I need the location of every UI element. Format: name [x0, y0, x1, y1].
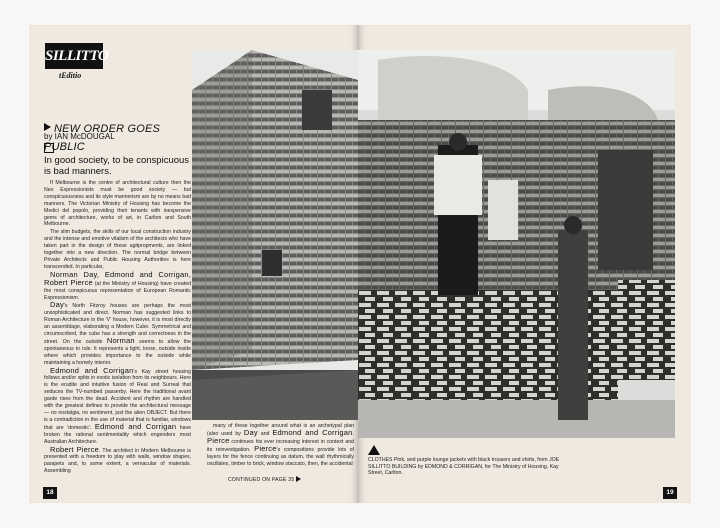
- logo-wordmark: SILLITTO: [45, 43, 103, 69]
- building-photo-left: [192, 50, 358, 420]
- paragraph: The slim budgets, the skills of our local construction industry and the intense and emotive vitalism of the architects who have taken part in the design of these agitpropments, are linked together into a new direction. The normal bridge between Private Architects and Public Housing Authorities is here transcended. In particular,: [44, 229, 191, 270]
- triangle-arrow-icon: [296, 476, 301, 482]
- photo-caption: CLOTHES Pink, and purple lounge jackets with black trousers and shirts, from JOE SILLITTO BUILDING by EDMOND & CORRIGAN, for The Ministry of Housing, Kay Street, Carlton.: [368, 457, 560, 477]
- building-photo-right-image: [358, 50, 675, 438]
- paragraph: Robert Pierce. The architect in Modern Melbourne is presented with a freedom to play with walls, window shapes, parapets and, to some extent, a vernacular of materials. Assembling: [44, 444, 191, 475]
- paragraph: many of these together around what is an archetypal plan (also used by Day and Edmond and Corrigan. Pierce continues his ever increasing interest in context and its reinvestigation. Pierce's compositions provide lots of layers for the fence continuing as datum, the wall rhythmically oscillates, timber to brick, window staccato, then, the accidental: [207, 423, 355, 467]
- left-page: [29, 25, 358, 503]
- article-byline: by IAN McDOUGAL: [44, 132, 115, 141]
- article-column-2: [207, 423, 354, 495]
- architect-name: Pierce: [207, 435, 230, 445]
- page-number-right: 19: [663, 487, 677, 499]
- article-lead: In good society, to be conspicuous is bad manners.: [44, 155, 190, 177]
- architect-name: Norman: [106, 335, 135, 345]
- architect-name: Edmond and Corrigan: [94, 421, 177, 431]
- page-number-left: 18: [43, 487, 57, 499]
- architect-name: Day: [243, 427, 258, 437]
- paragraph: If Melbourne is the centre of architectural culture then the Neo Expressionists must be good society — but conspicuousness and its style mannerism are by no means bad manners. The Victorian Ministry of Housing has become the Medici del popolo, providing their tenants with inexpensive gems of architecture, works of art, in Carlton and South Melbourne.: [44, 180, 191, 228]
- paragraph: Norman Day, Edmond and Corrigan, Robert Pierce (at the Ministry of Housing) have created the most conspicuous representation of European Romantic Expressionism.: [44, 269, 191, 301]
- logo-subtitle: tEditio: [59, 71, 82, 80]
- sillitto-logo: [45, 43, 109, 83]
- architect-name: Edmond and Corrigan: [50, 365, 134, 375]
- architect-name: Norman Day, Edmond and Corrigan, Robert Pierce: [44, 269, 191, 287]
- architect-name: Pierce: [254, 443, 277, 453]
- architect-name: Day: [50, 300, 64, 310]
- continued-note: CONTINUED ON PAGE 35: [228, 476, 301, 483]
- article-headline: NEW ORDER GOES PUBLIC: [44, 123, 161, 153]
- article-column-1: [44, 180, 191, 495]
- building-photo-right: [358, 50, 675, 438]
- paragraph: Day's North Fitzroy houses are perhaps the most unsophisticated and direct. Norman has suggested links to Roman Architecture in the 'V' house, however, it is most directly an assemblage, elaborating a Modern Cube. Symmetrical and circumscribed, the cube has a strength and correctness in the street. On the outside Norman seems to allow the spontaneous to rule. It represents a tight, loose, outside inside where which provides importance to the outside while maintaining a homely interior.: [44, 300, 191, 366]
- paragraph: Edmond and Corrigan's Kay street housing follows and/or splits in exotic isolation from its neighbours. Here is the erudite and intuitive fusion of Real and Surreal that seduces the TV-numbed passerby. Here the traditional avant garde rises from the dead. Accident and rhythm are handled with the greatest defines to provide the architectural message — no nostalgia, no sentiment, just the alien OBJECT. But there is a contradiction in the use of material that is familiar, windows that are 'domestic'. Edmond and Corrigan have broken the rational sentimentality which engenders most Australian Architecture.: [44, 365, 191, 445]
- square-bullet-icon: [44, 143, 54, 153]
- caption-triangle-icon: [368, 445, 380, 455]
- magazine-spread: [29, 25, 691, 503]
- triangle-bullet-icon: [44, 123, 51, 131]
- architect-name: Robert Pierce: [50, 444, 100, 454]
- architect-name: Edmond and Corrigan: [272, 427, 353, 437]
- building-photo-left-image: [192, 50, 358, 420]
